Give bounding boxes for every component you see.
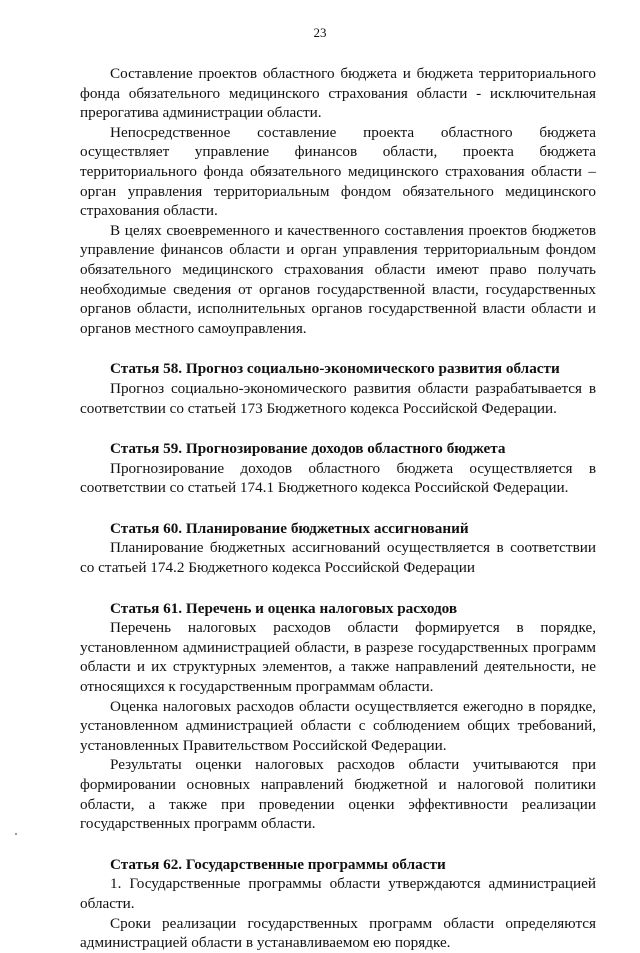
paragraph: 1. Государственные программы области утверждаются администрацией области.: [80, 875, 596, 912]
article-60-heading: Статья 60. Планирование бюджетных ассигнований: [110, 519, 469, 537]
paragraph: Оценка налоговых расходов области осуществляется ежегодно в порядке, установленном администрацией области с соблюдением общих требований, установленных Правительством Российской Федерации.: [80, 697, 596, 754]
article-59-heading: Статья 59. Прогнозирование доходов областного бюджета: [110, 440, 506, 458]
paragraph: Прогнозирование доходов областного бюджета осуществляется в соответствии со статьей 174.1 Бюджетного кодекса Российской Федерации.: [80, 459, 596, 497]
paragraph: Планирование бюджетных ассигнований осуществляется в соответствии со статьей 174.2 Бюджетного кодекса Российской Федерации: [80, 539, 596, 577]
paragraph: Сроки реализации государственных программ области определяются администрацией области в устанавливаемом ею порядке.: [80, 914, 596, 952]
scan-speck: [15, 833, 17, 835]
paragraph: В целях своевременного и качественного составления проектов бюджетов управление финансов области и орган управления территориальным фондом обязательного медицинского страхования области имеют право получать необходимые сведения от органов государственной власти, государственных органов области, исполнительных органов государственной власти области и органов местного самоуправления.: [80, 221, 596, 337]
page-number: 23: [313, 25, 327, 40]
document-body: [80, 64, 596, 953]
paragraph: Составление проектов областного бюджета и бюджета территориального фонда обязательного медицинского страхования области - исключительная прерогатива администрации области.: [80, 65, 596, 122]
article-62-heading: Статья 62. Государственные программы области: [110, 855, 446, 873]
article-58-heading: Статья 58. Прогноз социально-экономического развития области: [110, 360, 560, 378]
paragraph: Прогноз социально-экономического развития области разрабатывается в соответствии со статьей 173 Бюджетного кодекса Российской Федерации.: [80, 379, 596, 417]
paragraph: Перечень налоговых расходов области формируется в порядке, установленном администрацией области, в разрезе государственных программ области и их структурных элементов, а также направлений деятельности, не относящихся к государственным программам области.: [80, 619, 596, 696]
paragraph: Результаты оценки налоговых расходов области учитываются при формировании основных направлений бюджетной и налоговой политики области, а также при проведении оценки эффективности реализации государственных программ области.: [80, 756, 596, 833]
paragraph: Непосредственное составление проекта областного бюджета осуществляет управление финансов области, проекта бюджета территориального фонда обязательного медицинского страхования области – орган управления территориальным фондом обязательного медицинского страхования области.: [80, 123, 596, 220]
article-61-heading: Статья 61. Перечень и оценка налоговых расходов: [110, 599, 458, 617]
